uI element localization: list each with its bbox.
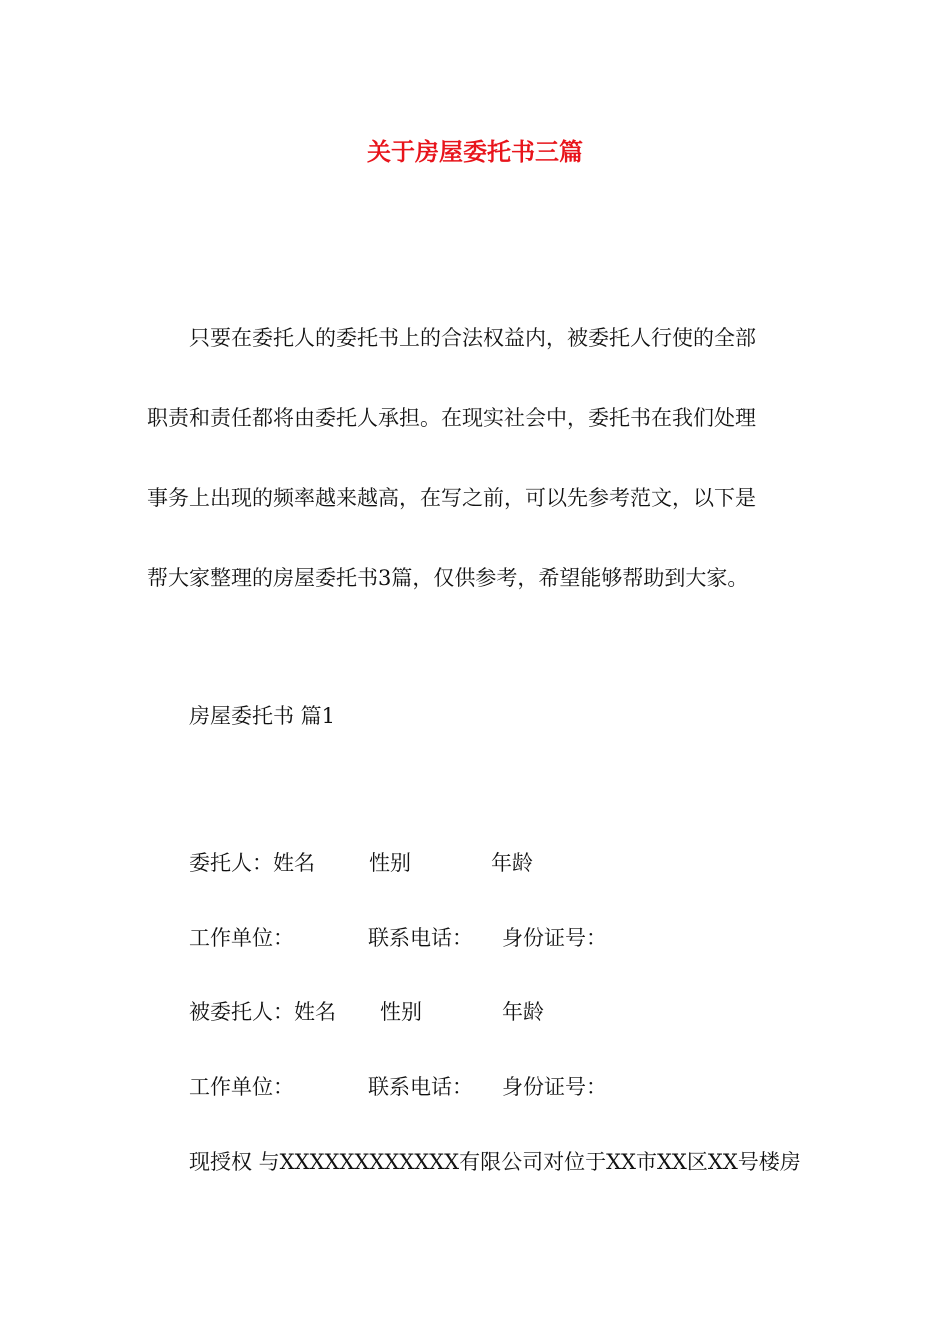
agent-phone-label: 联系电话： xyxy=(368,1075,473,1099)
agent-id-label: 身份证号： xyxy=(502,1075,607,1099)
intro-line: 帮大家整理的房屋委托书3篇，仅供参考，希望能够帮助到大家。 xyxy=(147,566,749,590)
principal-work-unit-label: 工作单位： xyxy=(189,926,294,950)
principal-gender-label: 性别 xyxy=(369,851,411,875)
principal-age-label: 年龄 xyxy=(491,851,533,875)
intro-line: 只要在委托人的委托书上的合法权益内，被委托人行使的全部 xyxy=(189,326,756,350)
intro-paragraph xyxy=(147,318,807,638)
agent-age-label: 年龄 xyxy=(502,1000,544,1024)
intro-line: 事务上出现的频率越来越高，在写之前，可以先参考范文，以下是 xyxy=(147,486,756,510)
agent-row xyxy=(189,992,789,1032)
principal-id-label: 身份证号： xyxy=(502,926,607,950)
agent-gender-label: 性别 xyxy=(380,1000,422,1024)
agent-name-label: 被委托人：姓名 xyxy=(189,1000,336,1024)
section-heading: 房屋委托书 篇1 xyxy=(189,704,336,728)
agent-work-unit-label: 工作单位： xyxy=(189,1075,294,1099)
agent-work-row xyxy=(189,1067,789,1107)
principal-name-label: 委托人：姓名 xyxy=(189,851,315,875)
authorization-line: 现授权 与XXXXXXXXXXXX有限公司对位于XX市XX区XX号楼房 xyxy=(189,1150,801,1174)
document-title: 关于房屋委托书三篇 xyxy=(367,138,583,166)
principal-work-row xyxy=(189,918,789,958)
principal-phone-label: 联系电话： xyxy=(368,926,473,950)
principal-row xyxy=(189,843,789,883)
intro-line: 职责和责任都将由委托人承担。在现实社会中，委托书在我们处理 xyxy=(147,406,756,430)
